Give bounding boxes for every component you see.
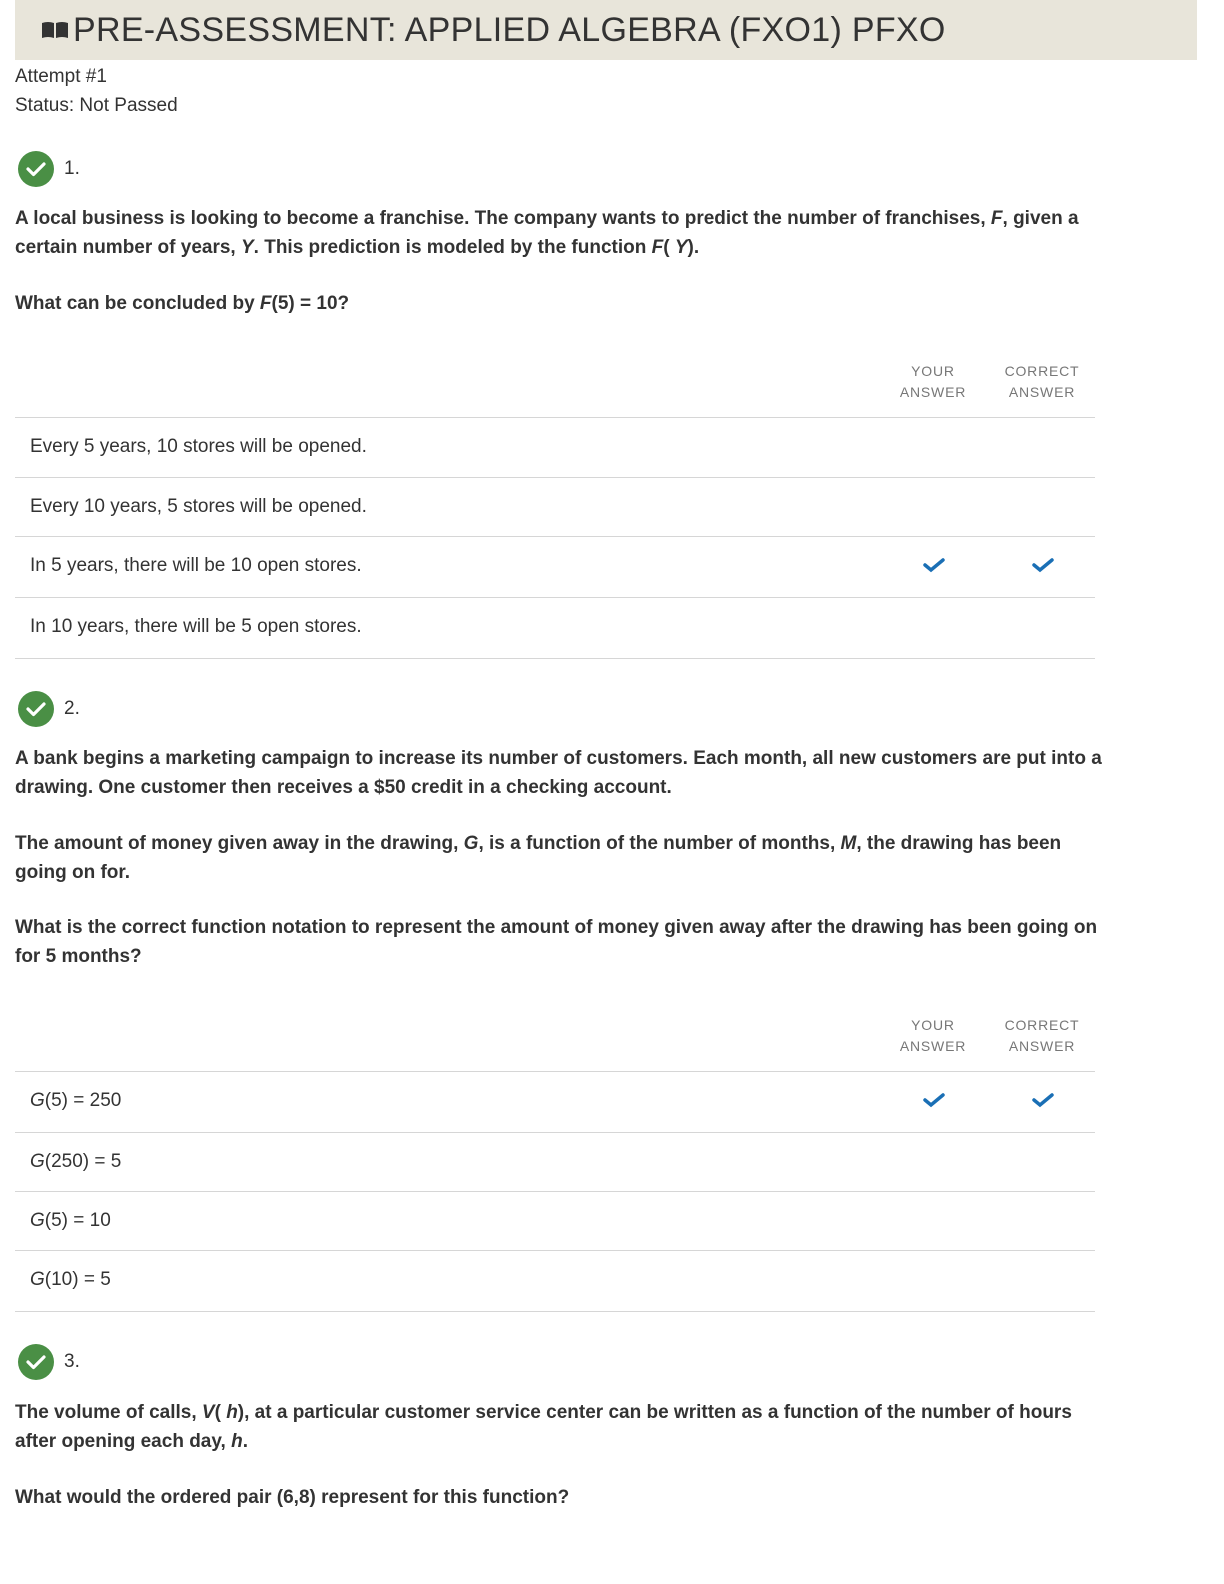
option-text: Every 10 years, 5 stores will be opened. xyxy=(30,496,367,517)
option-text: G(250) = 5 xyxy=(30,1151,122,1172)
answer-option xyxy=(15,477,1095,537)
correct-check-icon xyxy=(18,151,54,187)
question-number: 3. xyxy=(64,1351,80,1372)
attempt-info xyxy=(15,62,178,120)
question-2-prompt: What is the correct function notation to represent the amount of money given away after the drawing has been going on for 5 months? xyxy=(15,917,1098,967)
question-number: 1. xyxy=(64,158,80,179)
option-text: G(5) = 10 xyxy=(30,1210,111,1231)
attempt-status: Status: Not Passed xyxy=(15,95,178,116)
question-1-header xyxy=(18,151,80,187)
correct-check-icon xyxy=(18,691,54,727)
correct-answer-header: CORRECT ANSWER xyxy=(1004,363,1080,400)
option-text: G(5) = 250 xyxy=(30,1090,122,1111)
page-header xyxy=(15,0,1197,60)
your-answer-check-icon xyxy=(923,557,945,573)
answer-option xyxy=(15,1191,1095,1251)
question-1-prompt: What can be concluded by F(5) = 10? xyxy=(15,293,350,314)
correct-answer-check-icon xyxy=(1032,1092,1054,1108)
answer-option xyxy=(15,417,1095,478)
page-title: PRE-ASSESSMENT: APPLIED ALGEBRA (FXO1) PFXO xyxy=(73,10,946,49)
question-2-text-2: The amount of money given away in the drawing, G, is a function of the number of months, M, the drawing has been going on for. xyxy=(15,833,1062,883)
your-answer-header: YOUR ANSWER xyxy=(899,363,967,400)
answer-option xyxy=(15,1250,1095,1312)
answer-option xyxy=(15,1071,1095,1133)
correct-check-icon xyxy=(18,1344,54,1380)
your-answer-header: YOUR ANSWER xyxy=(899,1017,967,1054)
answer-option xyxy=(15,536,1095,598)
question-2-text: A bank begins a marketing campaign to increase its number of customers. Each month, all new customers are put into a drawing. One customer then receives a $50 credit in a checking account. xyxy=(15,748,1102,798)
option-text: In 10 years, there will be 5 open stores. xyxy=(30,616,362,637)
your-answer-check-icon xyxy=(923,1092,945,1108)
question-3-prompt: What would the ordered pair (6,8) represent for this function? xyxy=(15,1487,570,1508)
option-text: Every 5 years, 10 stores will be opened. xyxy=(30,436,367,457)
correct-answer-check-icon xyxy=(1032,557,1054,573)
option-text: G(10) = 5 xyxy=(30,1269,111,1290)
attempt-number: Attempt #1 xyxy=(15,66,107,87)
question-3-text: The volume of calls, V( h), at a particular customer service center can be written as a function of the number of hours after opening each day, h. xyxy=(15,1402,1072,1452)
question-number: 2. xyxy=(64,698,80,719)
question-3-header xyxy=(18,1344,80,1380)
question-1-text: A local business is looking to become a franchise. The company wants to predict the number of franchises, F, given a certain number of years, Y. This prediction is modeled by the function F( Y). xyxy=(15,208,1079,258)
answer-option xyxy=(15,1132,1095,1192)
answer-option xyxy=(15,597,1095,659)
option-text: In 5 years, there will be 10 open stores. xyxy=(30,555,362,576)
correct-answer-header: CORRECT ANSWER xyxy=(1004,1017,1080,1054)
book-icon xyxy=(41,20,71,40)
question-2-header xyxy=(18,691,80,727)
